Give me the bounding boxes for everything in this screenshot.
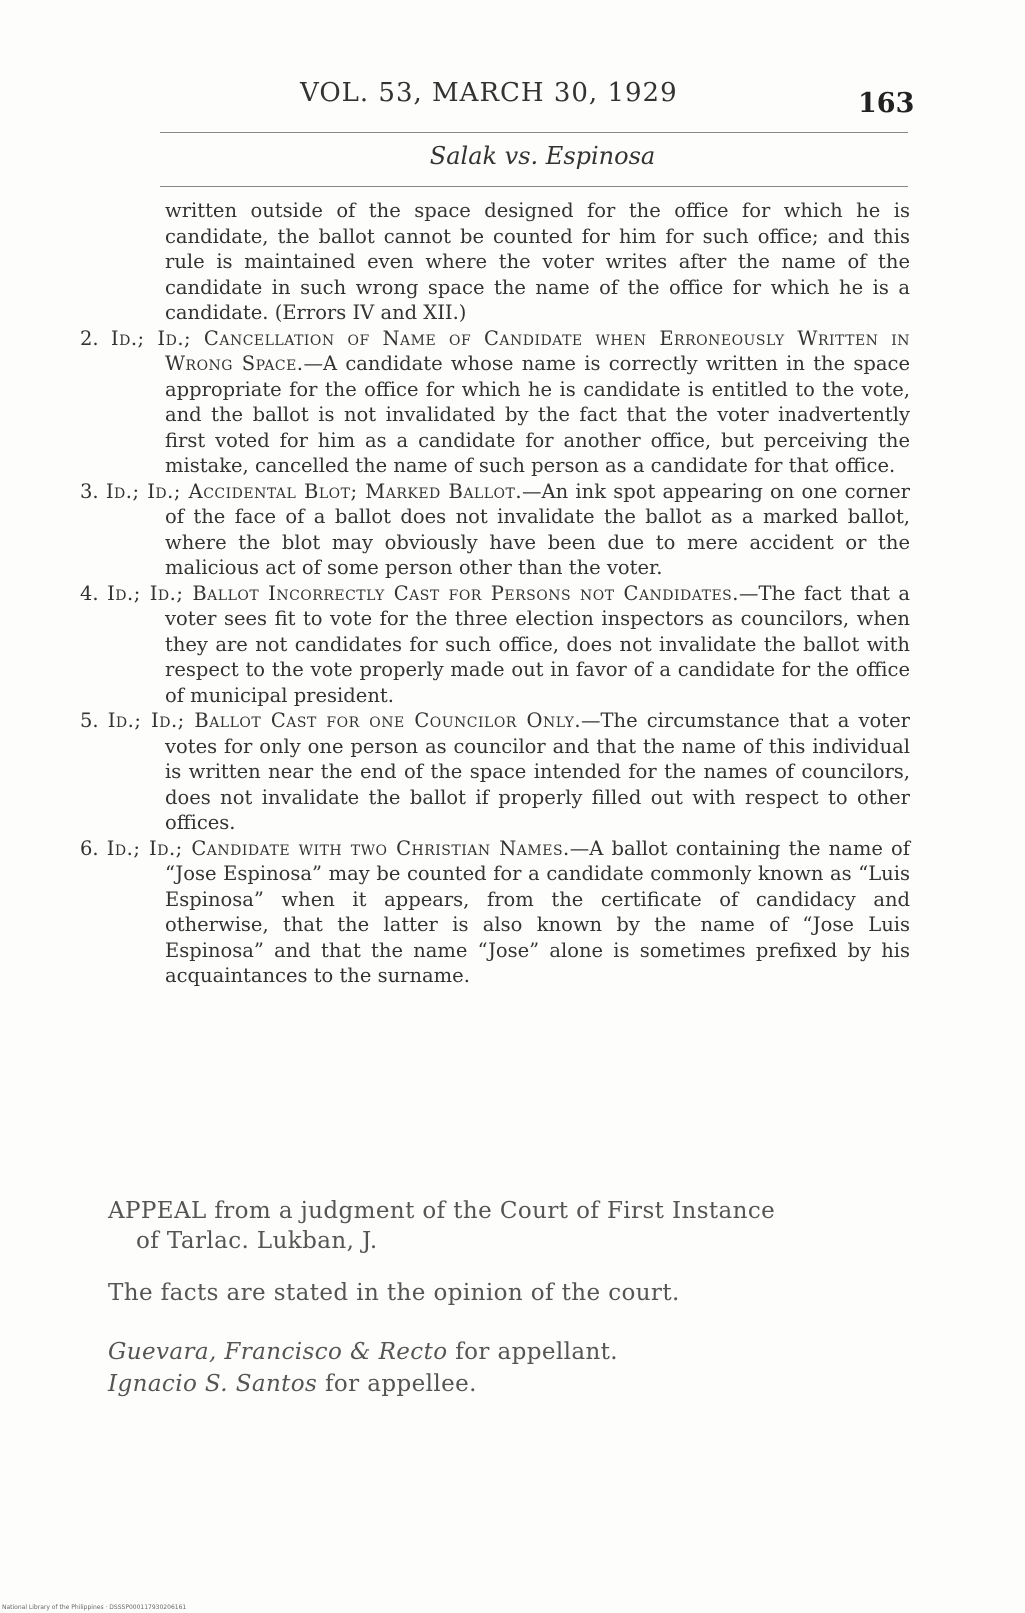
- syllabus-item-number: 4.: [80, 581, 99, 605]
- scan-footer: National Library of the Philippines · DSSSP000117930206161: [2, 1604, 187, 1611]
- syllabus-continuation: written outside of the space designed for the office for which he is candidate, the ballot cannot be counted for him for such office; and this rule is maintained even where the voter writes after the name of the candidate in such wrong space the name of the office for which he is a candidate. (Errors IV and XII.): [165, 199, 910, 324]
- syllabus: [80, 198, 910, 989]
- syllabus-item-number: 3.: [80, 479, 99, 503]
- syllabus-item: [80, 581, 910, 709]
- counsel-role: for appellee.: [317, 1371, 477, 1397]
- header-rule: [160, 132, 908, 133]
- syllabus-item: [80, 836, 910, 989]
- syllabus-item-heading: Id.; Id.; Cancellation of Name of Candidate when Erroneously Written in Wrong Space.: [110, 326, 910, 375]
- counsel-line: [108, 1336, 618, 1368]
- syllabus-item-number: 2.: [80, 326, 99, 350]
- syllabus-item-number: 6.: [80, 836, 99, 860]
- title-rule: [160, 186, 908, 187]
- case-title: Salak vs. Espinosa: [429, 142, 656, 170]
- running-head: VOL. 53, MARCH 30, 1929: [300, 78, 678, 108]
- syllabus-item-body: —The fact that a voter sees fit to vote for the three election inspectors as councilors, when they are not candidates for such office, does not invalidate the ballot with respect to the vote properly made out in favor of a candidate for the office of municipal president.: [165, 581, 910, 707]
- syllabus-item-body: —A ballot containing the name of “Jose Espinosa” may be counted for a candidate commonly known as “Luis Espinosa” when it appears, from the certificate of candidacy and otherwise, that the latter is also known by the name of “Jose Luis Espinosa” and that the name “Jose” alone is sometimes prefixed by his acquaintances to the surname.: [165, 836, 910, 987]
- counsel-block: [108, 1336, 618, 1400]
- syllabus-item: [80, 326, 910, 479]
- counsel-names: Ignacio S. Santos: [108, 1371, 318, 1397]
- appeal-line-2: of Tarlac. Lukban, J.: [136, 1228, 378, 1254]
- counsel-role: for appellant.: [447, 1339, 619, 1365]
- syllabus-item: [80, 479, 910, 581]
- counsel-names: Guevara, Francisco & Recto: [108, 1339, 448, 1365]
- facts-statement: The facts are stated in the opinion of the court.: [108, 1280, 680, 1306]
- syllabus-item: [80, 708, 910, 836]
- counsel-line: [108, 1368, 618, 1400]
- syllabus-item-heading: Id.; Id.; Accidental Blot; Marked Ballot.: [105, 479, 523, 503]
- syllabus-item-heading: Id.; Id.; Candidate with two Christian Names.: [106, 836, 570, 860]
- appeal-line-1: APPEAL from a judgment of the Court of First Instance: [108, 1198, 776, 1224]
- syllabus-item-heading: Id.; Id.; Ballot Incorrectly Cast for Persons not Candidates.: [107, 581, 739, 605]
- syllabus-item-body: —An ink spot appearing on one corner of the face of a ballot does not invalidate the ballot as a marked ballot, where the blot may obviously have been due to mere accident or the malicious act of some person other than the voter.: [165, 479, 910, 579]
- page-number: 163: [858, 88, 915, 119]
- syllabus-item-heading: Id.; Id.; Ballot Cast for one Councilor Only.: [107, 709, 582, 732]
- syllabus-item-number: 5.: [80, 709, 99, 732]
- syllabus-item-body: —A candidate whose name is correctly written in the space appropriate for the office for which he is candidate is entitled to the vote, and the ballot is not invalidated by the fact that the voter inadvertently first voted for him as a candidate for another office, but perceiving the mistake, cancelled the name of such person as a candidate for that office.: [165, 352, 910, 477]
- appeal-statement: [108, 1196, 908, 1256]
- syllabus-item-body: —The circumstance that a voter votes for only one person as councilor and that the name of this individual is written near the end of the space intended for the names of councilors, does not invalidate the ballot if properly filled out with respect to other offices.: [165, 709, 910, 834]
